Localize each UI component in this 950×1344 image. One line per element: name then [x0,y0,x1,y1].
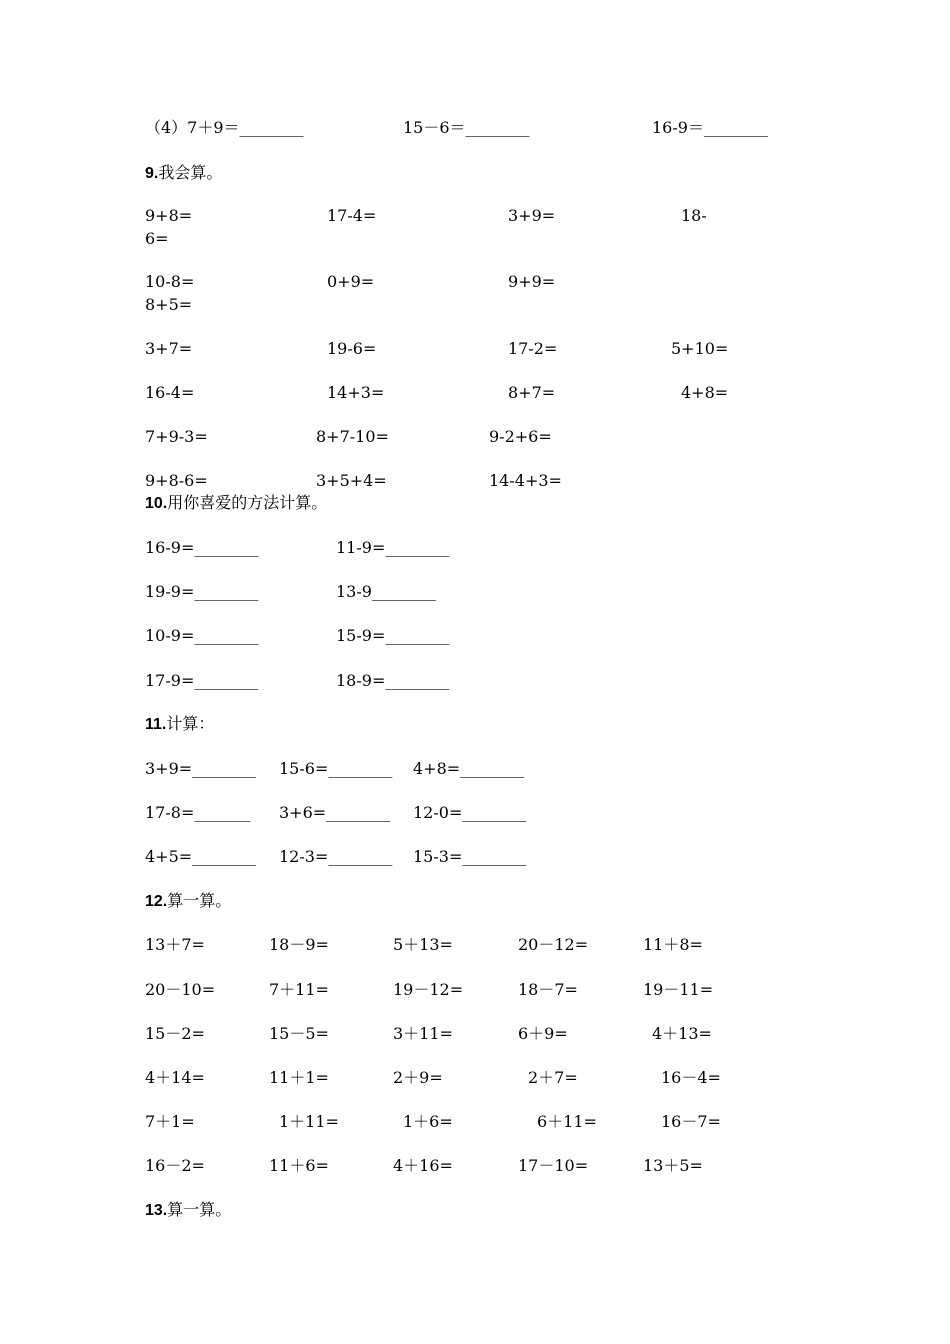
problem: 4+8= [681,383,729,402]
problem: 6= [145,229,169,248]
problem: 13＋5= [643,1156,703,1175]
problem: 9+8= [145,206,193,225]
problem: 5＋13= [393,935,453,954]
problem: 4＋13= [652,1024,712,1043]
problem: 15-3=________ [413,847,527,866]
problem: 9-2+6= [489,427,552,446]
question-heading [145,1200,231,1221]
problem: 8+7= [508,383,556,402]
problem: 12-0=________ [413,803,527,822]
problem: 8+7-10= [316,427,389,446]
question-number: 13. [145,1202,168,1219]
problem: 4+5=________ [145,847,257,866]
problem: 1＋6= [403,1112,453,1131]
problem: 19－12= [393,980,464,999]
problem: 15-6=________ [279,759,393,778]
problem: 19-6= [327,339,377,358]
problem: 5+10= [671,339,729,358]
problem: 16-9＝________ [652,118,768,137]
problem: 12-3=________ [279,847,393,866]
problem: 3+7= [145,339,193,358]
question-title: 计算： [166,714,215,733]
question-heading [145,493,327,514]
question-number: 10. [145,495,168,512]
problem: 6＋9= [518,1024,568,1043]
problem: 8+5= [145,295,193,314]
problem: 18－7= [518,980,578,999]
problem: 14-4+3= [489,471,562,490]
problem: 6＋11= [537,1112,597,1131]
problem: 19－11= [643,980,714,999]
problem: 16-9=________ [145,538,259,557]
question-number: 12. [145,893,168,910]
question-title: 算一算。 [167,1200,232,1219]
problem: 17-2= [508,339,558,358]
problem: 3+5+4= [316,471,387,490]
problem: 4＋14= [145,1068,205,1087]
question-heading [145,891,231,912]
problem: 11＋1= [269,1068,329,1087]
problem: 0+9= [327,272,375,291]
question-heading [145,714,214,735]
problem: 16－4= [661,1068,721,1087]
problem: 10-9=________ [145,626,259,645]
problem: 11＋8= [643,935,703,954]
problem: 3+9=________ [145,759,257,778]
problem: 14+3= [327,383,385,402]
question-title: 用你喜爱的方法计算。 [167,493,328,512]
problem: 16－2= [145,1156,205,1175]
problem: 15－5= [269,1024,329,1043]
problem: 7＋11= [269,980,329,999]
problem: 17-9=________ [145,671,259,690]
problem: 11＋6= [269,1156,329,1175]
problem: 17-4= [327,206,377,225]
problem: 7+9-3= [145,427,208,446]
problem: 11-9=________ [336,538,450,557]
problem: 9+8-6= [145,471,208,490]
problem: 7＋1= [145,1112,195,1131]
problem: 4+8=________ [413,759,525,778]
problem: 20－12= [518,935,589,954]
problem: 17－10= [518,1156,589,1175]
problem: 16-4= [145,383,195,402]
problem: 15-9=________ [336,626,450,645]
problem: 18- [681,206,707,225]
problem: 18-9=________ [336,671,450,690]
problem: 15－2= [145,1024,205,1043]
problem: 1＋11= [279,1112,339,1131]
problem: 17-8=_______ [145,803,251,822]
question-heading [145,163,222,184]
problem: 19-9=________ [145,582,259,601]
question-number: 9. [145,165,159,182]
problem: 18－9= [269,935,329,954]
problem: 16－7= [661,1112,721,1131]
problem: 13＋7= [145,935,205,954]
problem: 10-8= [145,272,195,291]
problem: 2＋9= [393,1068,443,1087]
question-number: 11. [145,716,167,733]
problem: 3+9= [508,206,556,225]
problem: 9+9= [508,272,556,291]
problem: 20－10= [145,980,216,999]
problem: 2＋7= [528,1068,578,1087]
problem: 15－6＝________ [403,118,530,137]
problem: 13-9________ [336,582,436,601]
question-title: 我会算。 [158,163,223,182]
problem: 4＋16= [393,1156,453,1175]
problem: 3＋11= [393,1024,453,1043]
question-title: 算一算。 [167,891,232,910]
problem: 3+6=________ [279,803,391,822]
problem: （4）7＋9＝________ [145,118,304,137]
